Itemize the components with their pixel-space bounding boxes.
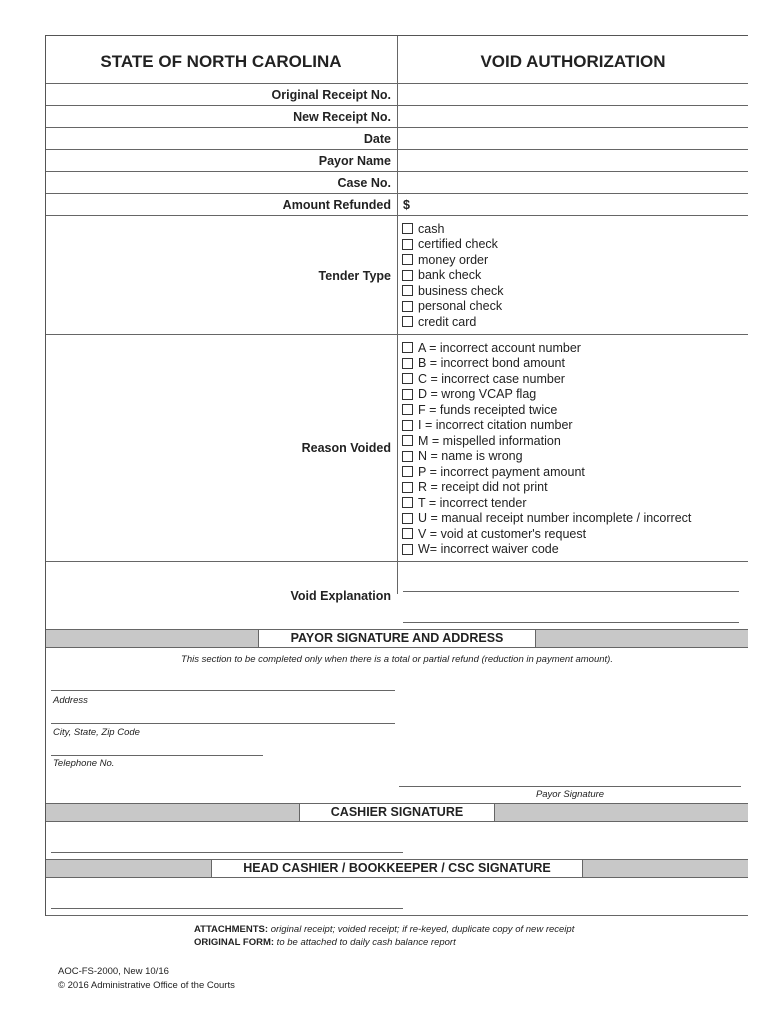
checkbox[interactable]: [402, 358, 413, 369]
form-title: VOID AUTHORIZATION: [480, 52, 666, 71]
checkbox[interactable]: [402, 316, 413, 327]
reason-option[interactable]: F = funds receipted twice: [402, 402, 691, 418]
checkbox[interactable]: [402, 223, 413, 234]
reason-option[interactable]: A = incorrect account number: [402, 340, 691, 356]
reason-option[interactable]: M = mispelled information: [402, 433, 691, 449]
new-receipt-field[interactable]: [399, 106, 748, 127]
reason-option[interactable]: C = incorrect case number: [402, 371, 691, 387]
reason-voided-label: Reason Voided: [301, 441, 391, 455]
checkbox[interactable]: [402, 544, 413, 555]
tender-option[interactable]: business check: [402, 283, 503, 299]
payor-name-field[interactable]: [399, 150, 748, 171]
reason-option[interactable]: V = void at customer's request: [402, 526, 691, 542]
tender-type-label: Tender Type: [318, 269, 391, 283]
head-cashier-signature-line[interactable]: [51, 908, 403, 909]
checkbox[interactable]: [402, 239, 413, 250]
checkbox[interactable]: [402, 342, 413, 353]
checkbox[interactable]: [402, 528, 413, 539]
dollar-sign: $: [403, 198, 410, 212]
tender-option[interactable]: certified check: [402, 237, 503, 253]
address-line[interactable]: [51, 690, 395, 691]
head-cashier-section-title: HEAD CASHIER / BOOKKEEPER / CSC SIGNATURE: [211, 859, 583, 878]
checkbox[interactable]: [402, 451, 413, 462]
reason-option[interactable]: B = incorrect bond amount: [402, 356, 691, 372]
attachments-note: ATTACHMENTS: original receipt; voided receipt; if re-keyed, duplicate copy of new receipt: [194, 924, 575, 935]
cashier-section-title: CASHIER SIGNATURE: [299, 803, 495, 822]
tender-type-options: [402, 221, 503, 330]
tender-option[interactable]: bank check: [402, 268, 503, 284]
payor-section-title: PAYOR SIGNATURE AND ADDRESS: [258, 629, 536, 648]
tender-option[interactable]: cash: [402, 221, 503, 237]
checkbox[interactable]: [402, 497, 413, 508]
void-authorization-form: [45, 35, 748, 916]
original-form-note: ORIGINAL FORM: to be attached to daily cash balance report: [194, 937, 456, 948]
payor-name-label: Payor Name: [318, 154, 391, 168]
telephone-line[interactable]: [51, 755, 263, 756]
tender-option[interactable]: money order: [402, 252, 503, 268]
telephone-label: Telephone No.: [53, 758, 115, 769]
checkbox[interactable]: [402, 435, 413, 446]
city-state-zip-label: City, State, Zip Code: [53, 727, 140, 738]
amount-refunded-label: Amount Refunded: [282, 198, 391, 212]
reason-option[interactable]: T = incorrect tender: [402, 495, 691, 511]
amount-refunded-field[interactable]: [414, 194, 748, 215]
original-receipt-label: Original Receipt No.: [271, 88, 391, 102]
reason-option[interactable]: D = wrong VCAP flag: [402, 387, 691, 403]
checkbox[interactable]: [402, 254, 413, 265]
tender-option[interactable]: credit card: [402, 314, 503, 330]
reason-option[interactable]: W= incorrect waiver code: [402, 542, 691, 558]
copyright: © 2016 Administrative Office of the Courts: [58, 980, 235, 991]
void-explanation-line-2[interactable]: [403, 622, 739, 623]
checkbox[interactable]: [402, 301, 413, 312]
checkbox[interactable]: [402, 513, 413, 524]
checkbox[interactable]: [402, 420, 413, 431]
checkbox[interactable]: [402, 466, 413, 477]
case-no-field[interactable]: [399, 172, 748, 193]
reason-option[interactable]: U = manual receipt number incomplete / incorrect: [402, 511, 691, 527]
date-field[interactable]: [399, 128, 748, 149]
checkbox[interactable]: [402, 389, 413, 400]
reason-option[interactable]: I = incorrect citation number: [402, 418, 691, 434]
payor-signature-label: Payor Signature: [535, 789, 605, 800]
case-no-label: Case No.: [337, 176, 391, 190]
reason-option[interactable]: N = name is wrong: [402, 449, 691, 465]
checkbox[interactable]: [402, 482, 413, 493]
new-receipt-label: New Receipt No.: [293, 110, 391, 124]
date-label: Date: [363, 132, 391, 146]
void-explanation-line-1[interactable]: [403, 591, 739, 592]
checkbox[interactable]: [402, 285, 413, 296]
checkbox[interactable]: [402, 270, 413, 281]
cashier-signature-line[interactable]: [51, 852, 403, 853]
checkbox[interactable]: [402, 373, 413, 384]
original-receipt-field[interactable]: [399, 84, 748, 105]
tender-option[interactable]: personal check: [402, 299, 503, 315]
city-state-zip-line[interactable]: [51, 723, 395, 724]
void-explanation-label: Void Explanation: [290, 589, 391, 603]
payor-signature-line[interactable]: [399, 786, 741, 787]
checkbox[interactable]: [402, 404, 413, 415]
reason-option[interactable]: R = receipt did not print: [402, 480, 691, 496]
form-id: AOC-FS-2000, New 10/16: [58, 966, 169, 977]
state-title: STATE OF NORTH CAROLINA: [100, 52, 342, 71]
address-label: Address: [53, 695, 88, 706]
reason-option[interactable]: P = incorrect payment amount: [402, 464, 691, 480]
reason-voided-options: [402, 340, 691, 557]
payor-section-note: This section to be completed only when there is a total or partial refund (reduction in payment amount).: [181, 654, 613, 665]
